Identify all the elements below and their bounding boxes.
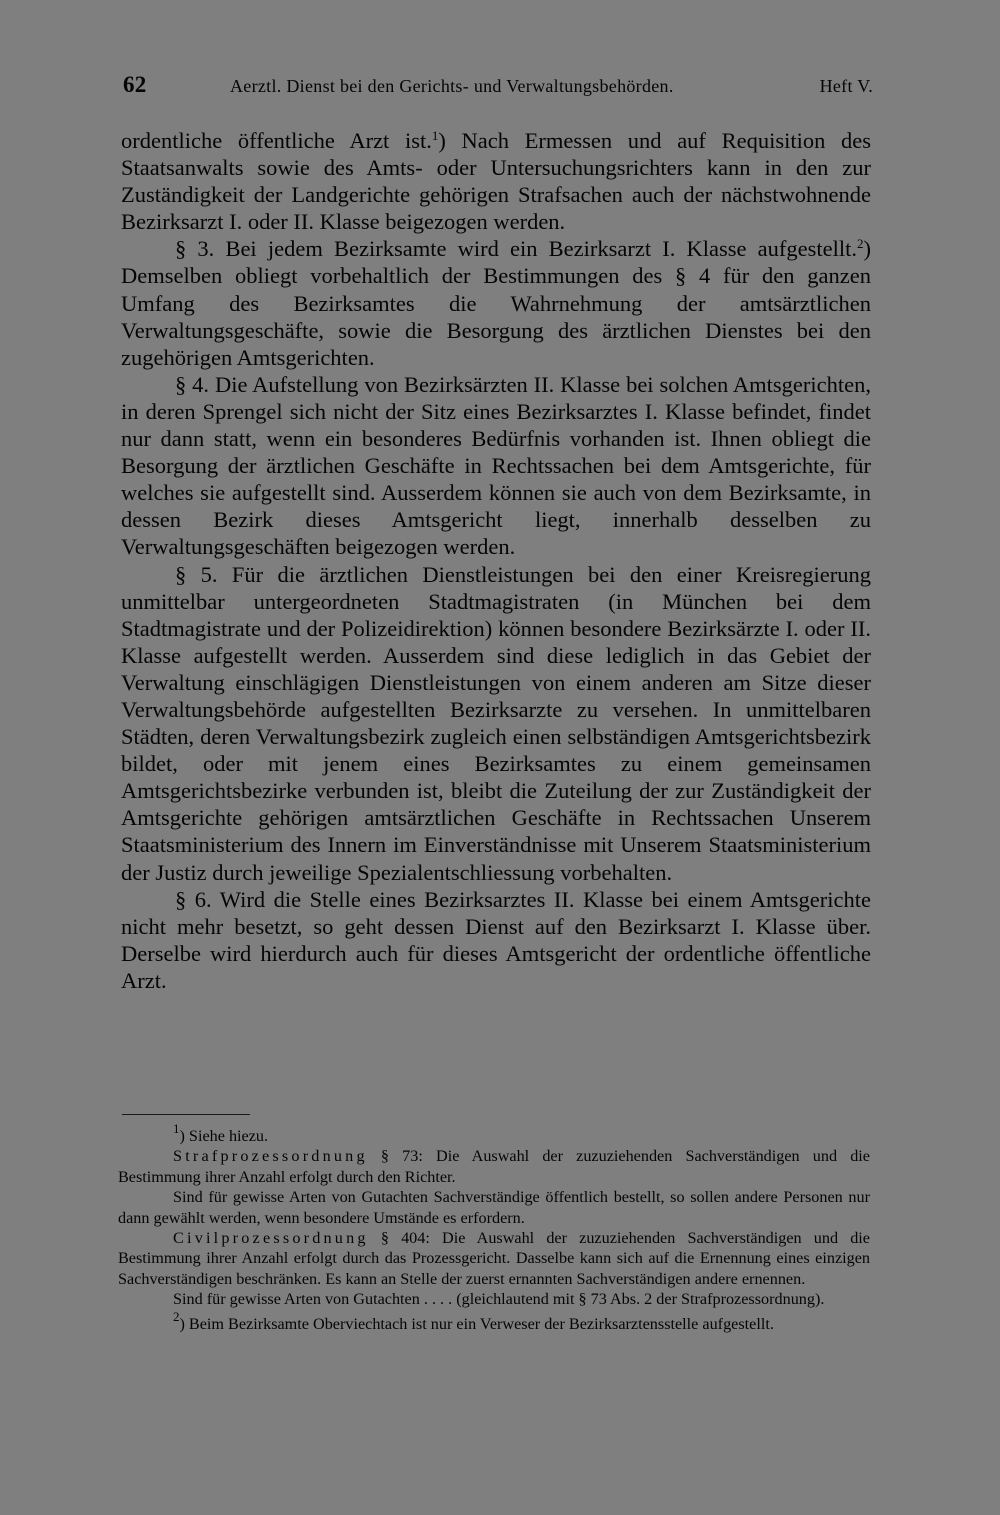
footnote-ref-1: 1 (431, 128, 439, 143)
part-number: Heft V. (819, 76, 873, 96)
paragraph-section-4: § 4. Die Aufstellung von Bezirksärzten II. Klasse bei solchen Amtsgerichten, in deren Sprengel sich nicht der Sitz eines Bezirksarztes I. Klasse befindet, findet nur dann statt, wenn ein besonderes Bedürfnis vorhanden ist. Ihnen obliegt die Besorgung der ärztlichen Geschäfte in Rechtssachen bei dem Amtsgerichte, für welches sie aufgestellt sind. Ausserdem können sie auch von dem Bezirksamte, in dessen Bezirk dieses Amtsgericht liegt, innerhalb desselben zu Verwaltungsgeschäften beigezogen werden. (121, 371, 871, 560)
footnote-1: $^1$) Siehe hiezu. (173, 1121, 269, 1145)
running-header (123, 70, 873, 102)
footnotes (118, 1121, 870, 1334)
footnote-ref-2: 2 (857, 236, 864, 252)
footnote-civilprozessordnung: Civilprozessordnung § 404: Die Auswahl der zuzuziehenden Sachverständigen und die Bestimmung ihrer Anzahl erfolgt durch das Prozessgericht. Dasselbe kann sich auf die Ernennung eines einzigen Sachverständigen beschränken. Es kann an Stelle der zuerst ernannten Sachverständigen andere ernennen. (118, 1229, 870, 1288)
paragraph-section-3: § 3. Bei jedem Bezirksamte wird ein Bezirksarzt I. Klasse aufgestellt.$^2$) Demselben obliegt vorbehaltlich der Bestimmungen des § 4 für den ganzen Umfang des Bezirksamtes die Wahrnehmung der amtsärztlichen Verwaltungsgeschäfte, sowie die Besorgung des ärztlichen Dienstes bei den zugehörigen Amtsgerichten. (121, 236, 871, 370)
page-number: 62 (123, 72, 147, 97)
body-text (121, 127, 871, 994)
paragraph-continuation: ordentliche öffentliche Arzt ist.$^1$) Nach Ermessen und auf Requisition des Staatsanwalts sowie des Amts- oder Untersuchungsrichters kann in den zur Zuständigkeit der Landgerichte gehörigen Strafsachen auch der nächstwohnende Bezirksarzt I. oder II. Klasse beigezogen werden. (121, 128, 871, 235)
footnote-strafprozessordnung: Strafprozessordnung § 73: Die Auswahl der zuzuziehenden Sachverständigen und die Bestimmung ihrer Anzahl erfolgt durch den Richter. (118, 1147, 870, 1186)
paragraph-section-6: § 6. Wird die Stelle eines Bezirksarztes II. Klasse bei einem Amtsgerichte nicht mehr besetzt, so geht dessen Dienst auf den Bezirksarzt I. Klasse über. Derselbe wird hierdurch auch für dieses Amtsgericht der ordentliche öffentliche Arzt. (121, 886, 871, 993)
paragraph-section-5: § 5. Für die ärztlichen Dienstleistungen bei den einer Kreisregierung unmittelbar untergeordneten Stadtmagistraten (in München bei dem Stadtmagistrate und der Polizeidirektion) können besondere Bezirksärzte I. oder II. Klasse aufgestellt werden. Ausserdem sind diese lediglich in das Gebiet der Verwaltung einschlägigen Dienstleistungen von einem anderen am Sitze dieser Verwaltungsbehörde aufgestellten Bezirksarzte zu versehen. In unmittelbaren Städten, deren Verwaltungsbezirk zugleich einen selbständigen Amtsgerichtsbezirk bildet, oder mit jenem eines Bezirksamtes zu einem gemeinsamen Amtsgerichtsbezirke verbunden ist, bleibt die Zuteilung der zur Zuständigkeit der Amtsgerichte gehörigen amtsärztlichen Geschäfte in Rechtssachen Unserem Staatsministerium des Innern im Einverständnisse mit Unserem Staatsministerium der Justiz durch jeweilige Spezialentschliessung vorbehalten. (121, 561, 871, 885)
footnote-separator (122, 1114, 250, 1115)
footnote-2: $^2$) Beim Bezirksamte Oberviechtach ist nur ein Verweser der Bezirksarztensstelle aufgestellt. (173, 1308, 774, 1333)
footnote-gutachten: Sind für gewisse Arten von Gutachten . . . . (gleichlautend mit § 73 Abs. 2 der Strafprozessordnung). (173, 1290, 825, 1309)
running-title: Aerztl. Dienst bei den Gerichts- und Verwaltungsbehörden. (230, 76, 674, 96)
footnote-public-experts: Sind für gewisse Arten von Gutachten Sachverständige öffentlich bestellt, so sollen andere Personen nur dann gewählt werden, wenn besondere Umstände es erfordern. (118, 1188, 870, 1227)
